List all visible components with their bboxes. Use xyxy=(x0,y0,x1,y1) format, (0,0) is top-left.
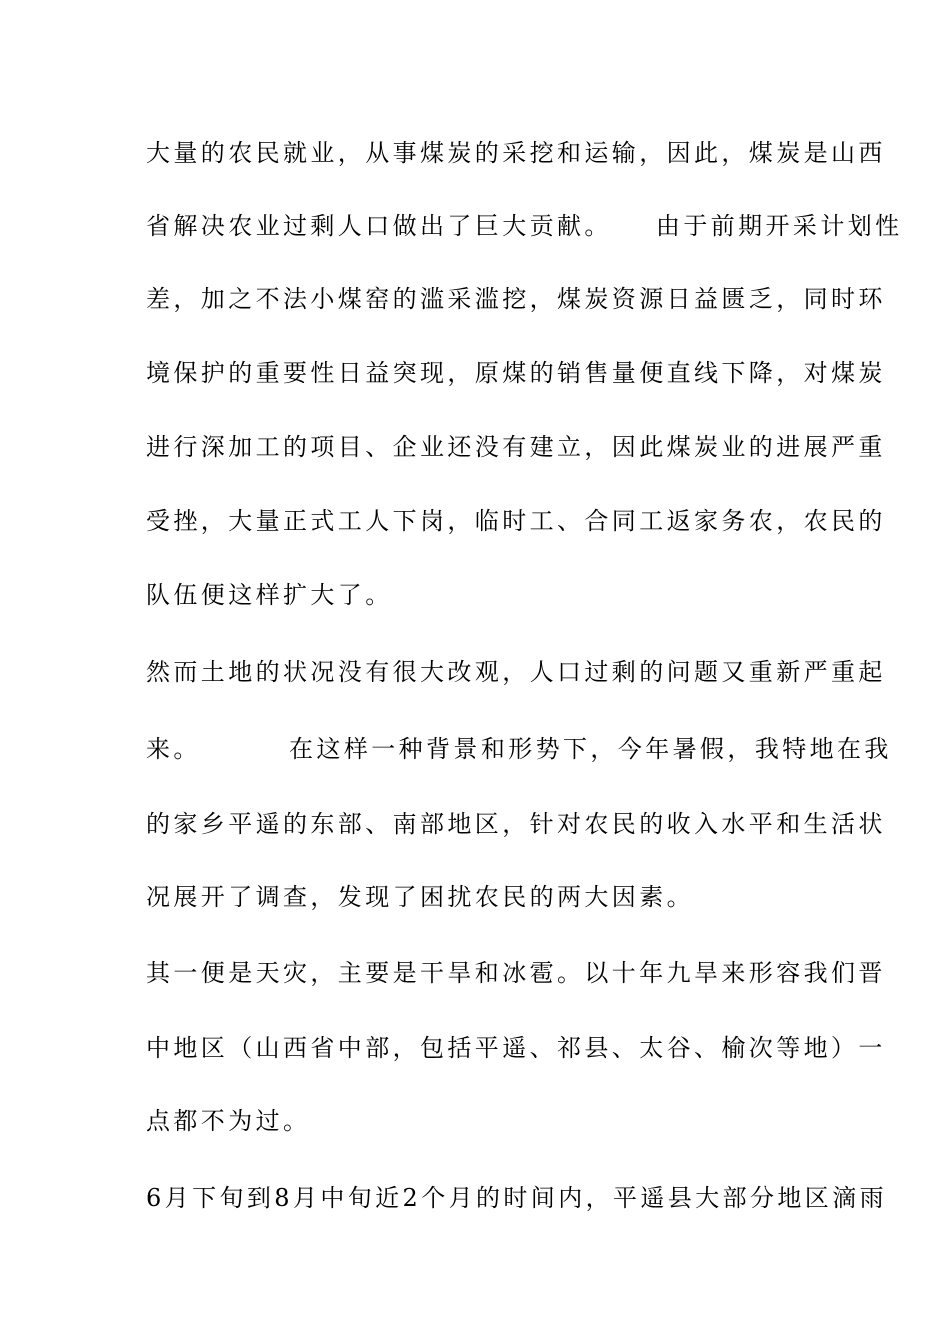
text-line: 况展开了调查，发现了困扰农民的两大因素。 xyxy=(146,883,694,911)
text-line: 省解决农业过剩人口做出了巨大贡献。 由于前期开采计划性 xyxy=(146,212,903,240)
text-line: 进行深加工的项目、企业还没有建立，因此煤炭业的进展严重 xyxy=(146,433,886,461)
text-line: 其一便是天灾，主要是干旱和冰雹。以十年九旱来形容我们晋 xyxy=(146,959,886,987)
text-line: 队伍便这样扩大了。 xyxy=(146,581,393,609)
text-line: 中地区（山西省中部，包括平遥、祁县、太谷、榆次等地）一 xyxy=(146,1034,886,1062)
text-line: 大量的农民就业，从事煤炭的采挖和运输，因此，煤炭是山西 xyxy=(146,139,886,167)
text-line: 受挫，大量正式工人下岗，临时工、合同工返家务农，农民的 xyxy=(146,507,886,535)
text-line: 差，加之不法小煤窑的滥采滥挖，煤炭资源日益匮乏，同时环 xyxy=(146,285,886,313)
text-line: 的家乡平遥的东部、南部地区，针对农民的收入水平和生活状 xyxy=(146,810,886,838)
text-line: 然而土地的状况没有很大改观，人口过剩的问题又重新严重起 xyxy=(146,658,886,686)
text-line: 6月下旬到8月中旬近2个月的时间内，平遥县大部分地区滴雨 xyxy=(146,1184,888,1212)
text-line: 点都不为过。 xyxy=(146,1107,311,1135)
text-line: 境保护的重要性日益突现，原煤的销售量便直线下降，对煤炭 xyxy=(146,359,886,387)
text-line: 来。 在这样一种背景和形势下，今年暑假，我特地在我 xyxy=(146,735,892,763)
